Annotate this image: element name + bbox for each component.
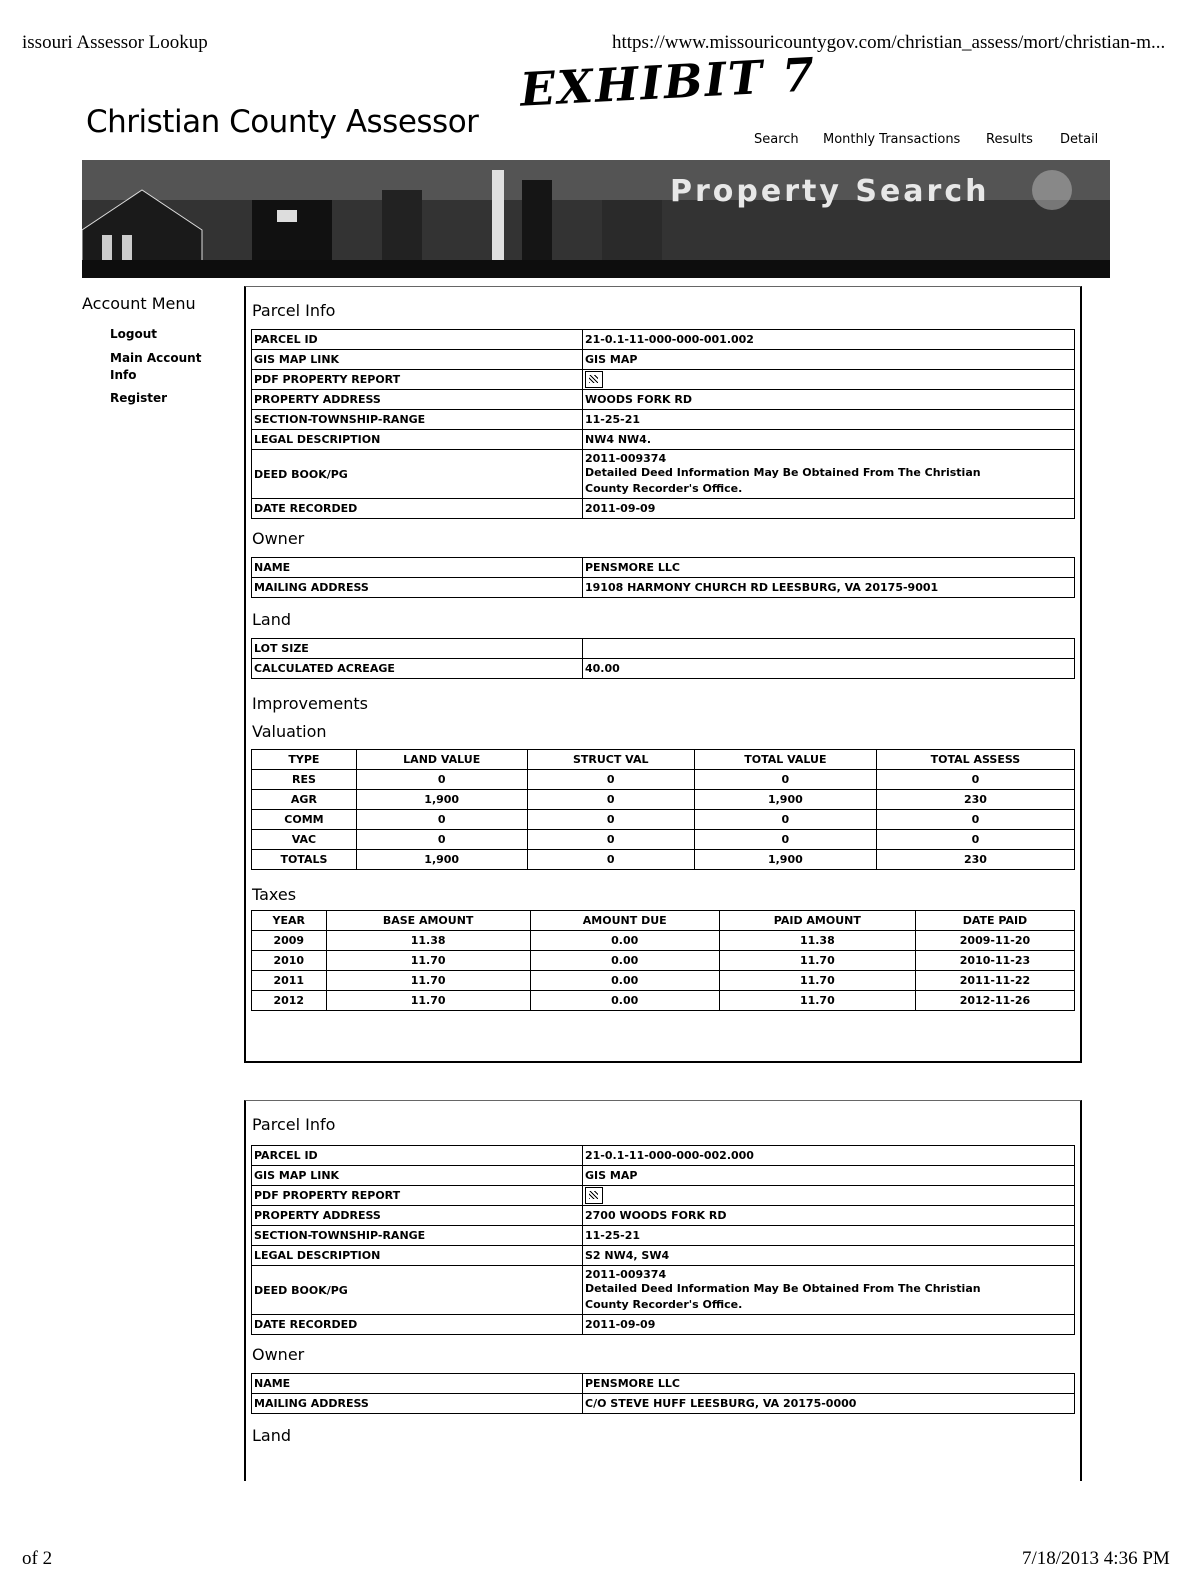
valuation-row	[252, 850, 1075, 870]
table-cell: 0.00	[530, 991, 719, 1011]
table-cell: AGR	[252, 790, 357, 810]
table-row	[252, 1246, 1075, 1266]
table-cell: 0	[356, 810, 527, 830]
table-row	[252, 578, 1075, 598]
field-label: NAME	[252, 558, 583, 578]
table-row	[252, 410, 1075, 430]
table-cell: 11.38	[719, 931, 915, 951]
valuation-row	[252, 790, 1075, 810]
parcel-info-table	[251, 1145, 1075, 1335]
gis-map-link[interactable]: GIS MAP	[583, 1166, 1075, 1186]
field-label: GIS MAP LINK	[252, 350, 583, 370]
banner-title: Property Search	[670, 174, 990, 209]
table-row	[252, 430, 1075, 450]
print-header-title: issouri Assessor Lookup	[22, 32, 208, 53]
table-row	[252, 450, 1075, 499]
field-label: SECTION-TOWNSHIP-RANGE	[252, 1226, 583, 1246]
column-header: TOTAL ASSESS	[876, 750, 1074, 770]
taxes-heading: Taxes	[252, 885, 297, 904]
deed-book-value: 2011-009374	[585, 1267, 667, 1281]
field-label: LOT SIZE	[252, 639, 583, 659]
deed-book-value: 2011-009374	[585, 451, 667, 465]
land-table	[251, 638, 1075, 679]
field-label: PROPERTY ADDRESS	[252, 390, 583, 410]
field-label: LEGAL DESCRIPTION	[252, 1246, 583, 1266]
table-cell: RES	[252, 770, 357, 790]
table-cell: 0	[694, 830, 876, 850]
property-address-value: 2700 WOODS FORK RD	[583, 1206, 1075, 1226]
table-row	[252, 639, 1075, 659]
parcel-info-heading: Parcel Info	[252, 301, 336, 320]
tax-row	[252, 951, 1075, 971]
owner-table	[251, 557, 1075, 598]
table-cell: 2011-11-22	[915, 971, 1074, 991]
date-recorded-value: 2011-09-09	[583, 1315, 1075, 1335]
menu-logout[interactable]: Logout	[110, 327, 158, 341]
table-cell: 0	[527, 830, 694, 850]
table-cell: TOTALS	[252, 850, 357, 870]
valuation-row	[252, 770, 1075, 790]
column-header: BASE AMOUNT	[326, 911, 530, 931]
nav-monthly-transactions[interactable]: Monthly Transactions	[823, 132, 961, 147]
field-label: GIS MAP LINK	[252, 1166, 583, 1186]
field-label: PDF PROPERTY REPORT	[252, 1186, 583, 1206]
pdf-report-icon[interactable]	[585, 1187, 603, 1204]
acreage-value: 40.00	[583, 659, 1075, 679]
exhibit-stamp: EXHIBIT 7	[518, 47, 818, 117]
nav-search[interactable]: Search	[754, 132, 799, 147]
field-label: MAILING ADDRESS	[252, 1394, 583, 1414]
table-cell: 230	[876, 850, 1074, 870]
parcel-id-value: 21-0.1-11-000-000-002.000	[583, 1146, 1075, 1166]
deed-note: Detailed Deed Information May Be Obtained From The Christian County Recorder's Office.	[585, 1281, 981, 1311]
owner-name-value: PENSMORE LLC	[583, 1374, 1075, 1394]
column-header: AMOUNT DUE	[530, 911, 719, 931]
table-row	[252, 1315, 1075, 1335]
table-row	[252, 330, 1075, 350]
print-header-url: https://www.missouricountygov.com/christian_assess/mort/christian-m...	[612, 32, 1166, 53]
table-row	[252, 1374, 1075, 1394]
table-row	[252, 1146, 1075, 1166]
mailing-address-value: 19108 HARMONY CHURCH RD LEESBURG, VA 20175-9001	[583, 578, 1075, 598]
table-header-row	[252, 911, 1075, 931]
lot-size-value	[583, 639, 1075, 659]
legal-description-value: NW4 NW4.	[583, 430, 1075, 450]
owner-table	[251, 1373, 1075, 1414]
field-label: MAILING ADDRESS	[252, 578, 583, 598]
column-header: STRUCT VAL	[527, 750, 694, 770]
owner-heading: Owner	[252, 1345, 305, 1364]
table-cell: 2009	[252, 931, 327, 951]
parcel-panel-2	[244, 1100, 1082, 1481]
table-row	[252, 1186, 1075, 1206]
table-cell: 11.70	[326, 991, 530, 1011]
field-label: PDF PROPERTY REPORT	[252, 370, 583, 390]
owner-heading: Owner	[252, 529, 305, 548]
table-cell: 0	[694, 770, 876, 790]
parcel-info-heading: Parcel Info	[252, 1115, 336, 1134]
field-label: CALCULATED ACREAGE	[252, 659, 583, 679]
table-cell: 11.70	[719, 991, 915, 1011]
table-cell: 0	[527, 810, 694, 830]
table-row	[252, 1226, 1075, 1246]
legal-description-value: S2 NW4, SW4	[583, 1246, 1075, 1266]
table-cell: 2012-11-26	[915, 991, 1074, 1011]
table-cell: 2010-11-23	[915, 951, 1074, 971]
field-label: DEED BOOK/PG	[252, 1266, 583, 1315]
land-heading: Land	[252, 610, 292, 629]
table-cell: 0	[356, 830, 527, 850]
table-header-row	[252, 750, 1075, 770]
field-label: PARCEL ID	[252, 330, 583, 350]
table-cell: 11.38	[326, 931, 530, 951]
print-footer-datetime: 7/18/2013 4:36 PM	[1022, 1548, 1170, 1569]
table-cell: 11.70	[326, 971, 530, 991]
table-row	[252, 390, 1075, 410]
field-label: DATE RECORDED	[252, 1315, 583, 1335]
field-label: NAME	[252, 1374, 583, 1394]
table-cell: 1,900	[694, 790, 876, 810]
table-cell: 11.70	[719, 951, 915, 971]
valuation-heading: Valuation	[252, 722, 327, 741]
table-row	[252, 1266, 1075, 1315]
table-row	[252, 1206, 1075, 1226]
column-header: TYPE	[252, 750, 357, 770]
table-cell: 1,900	[694, 850, 876, 870]
valuation-row	[252, 810, 1075, 830]
nav-results[interactable]: Results	[986, 132, 1033, 147]
table-cell: 0	[527, 790, 694, 810]
menu-register[interactable]: Register	[110, 391, 168, 405]
table-row	[252, 558, 1075, 578]
nav-detail[interactable]: Detail	[1060, 132, 1099, 147]
field-label: SECTION-TOWNSHIP-RANGE	[252, 410, 583, 430]
table-cell: 11.70	[326, 951, 530, 971]
tax-row	[252, 971, 1075, 991]
valuation-table	[251, 749, 1075, 870]
table-row	[252, 499, 1075, 519]
owner-name-value: PENSMORE LLC	[583, 558, 1075, 578]
account-menu-title: Account Menu	[82, 294, 196, 313]
property-search-banner	[82, 160, 1110, 278]
table-cell: 0.00	[530, 931, 719, 951]
mailing-address-value: C/O STEVE HUFF LEESBURG, VA 20175-0000	[583, 1394, 1075, 1414]
print-footer-pages: of 2	[22, 1548, 53, 1569]
table-cell: 0	[876, 770, 1074, 790]
site-title: Christian County Assessor	[86, 104, 479, 140]
table-row	[252, 1394, 1075, 1414]
table-cell: 1,900	[356, 790, 527, 810]
improvements-heading: Improvements	[252, 694, 368, 713]
table-cell: 0.00	[530, 951, 719, 971]
field-label: DATE RECORDED	[252, 499, 583, 519]
table-cell: 0	[876, 830, 1074, 850]
field-label: LEGAL DESCRIPTION	[252, 430, 583, 450]
menu-main-account-info[interactable]: Main Account Info	[110, 351, 202, 382]
pdf-report-icon[interactable]	[585, 371, 603, 388]
field-label: PROPERTY ADDRESS	[252, 1206, 583, 1226]
valuation-row	[252, 830, 1075, 850]
table-cell: 0	[876, 810, 1074, 830]
date-recorded-value: 2011-09-09	[583, 499, 1075, 519]
taxes-table	[251, 910, 1075, 1011]
property-address-value: WOODS FORK RD	[583, 390, 1075, 410]
table-cell: 2010	[252, 951, 327, 971]
deed-note: Detailed Deed Information May Be Obtained From The Christian County Recorder's Office.	[585, 465, 981, 495]
parcel-panel-1	[244, 286, 1082, 1063]
table-cell: COMM	[252, 810, 357, 830]
table-cell: 1,900	[356, 850, 527, 870]
column-header: YEAR	[252, 911, 327, 931]
column-header: TOTAL VALUE	[694, 750, 876, 770]
tax-row	[252, 991, 1075, 1011]
table-cell: 11.70	[719, 971, 915, 991]
column-header: DATE PAID	[915, 911, 1074, 931]
table-cell: 2012	[252, 991, 327, 1011]
table-row	[252, 370, 1075, 390]
tax-row	[252, 931, 1075, 951]
field-label: DEED BOOK/PG	[252, 450, 583, 499]
table-row	[252, 659, 1075, 679]
table-cell: VAC	[252, 830, 357, 850]
land-heading: Land	[252, 1426, 292, 1445]
parcel-id-value: 21-0.1-11-000-000-001.002	[583, 330, 1075, 350]
str-value: 11-25-21	[583, 410, 1075, 430]
table-cell: 0	[527, 850, 694, 870]
column-header: LAND VALUE	[356, 750, 527, 770]
str-value: 11-25-21	[583, 1226, 1075, 1246]
parcel-info-table	[251, 329, 1075, 519]
table-cell: 0.00	[530, 971, 719, 991]
table-cell: 2011	[252, 971, 327, 991]
table-cell: 0	[694, 810, 876, 830]
table-row	[252, 1166, 1075, 1186]
gis-map-link[interactable]: GIS MAP	[583, 350, 1075, 370]
column-header: PAID AMOUNT	[719, 911, 915, 931]
field-label: PARCEL ID	[252, 1146, 583, 1166]
table-cell: 0	[527, 770, 694, 790]
table-cell: 2009-11-20	[915, 931, 1074, 951]
table-cell: 230	[876, 790, 1074, 810]
table-cell: 0	[356, 770, 527, 790]
table-row	[252, 350, 1075, 370]
